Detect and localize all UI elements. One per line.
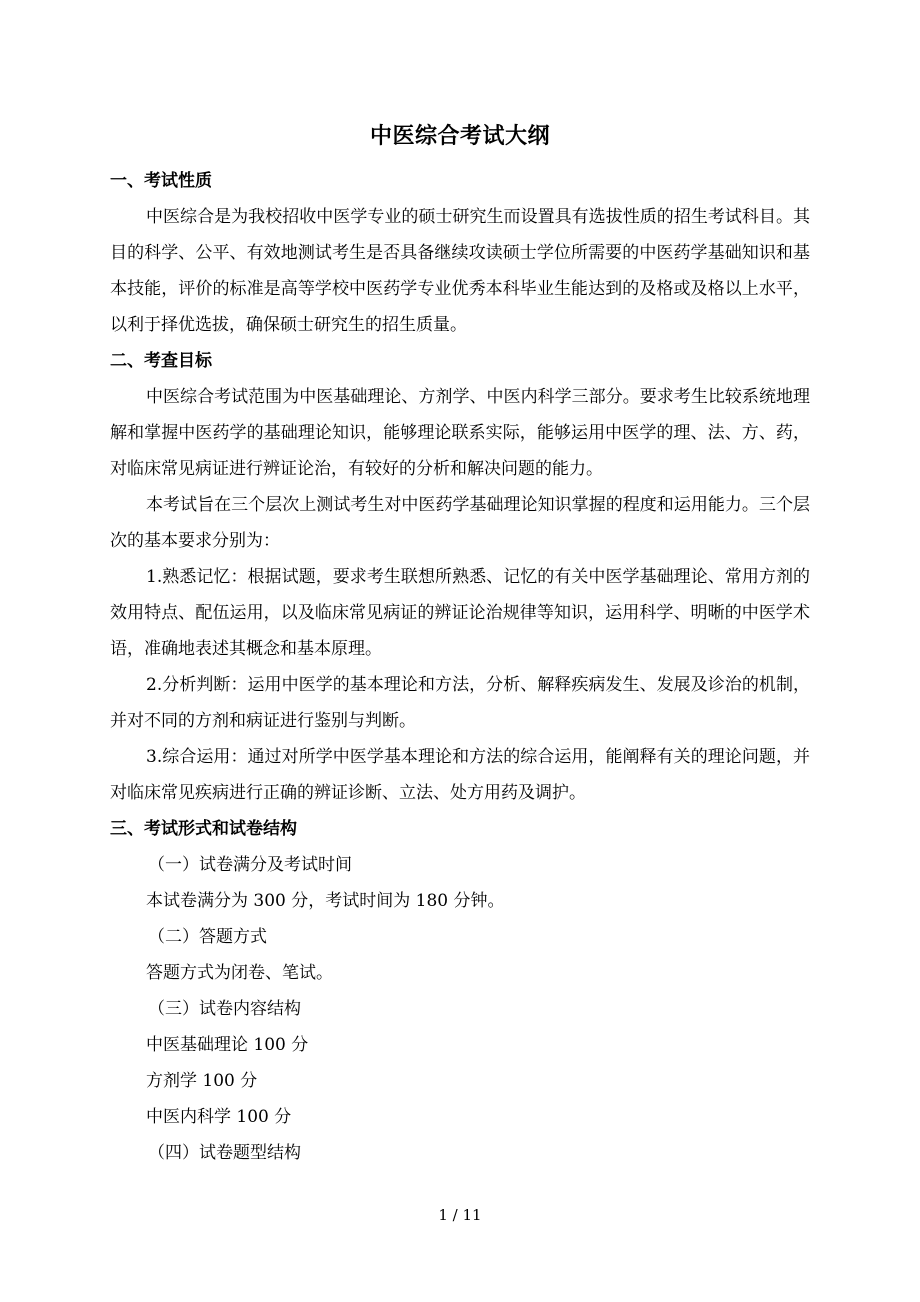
subheading-content-structure: （三）试卷内容结构	[148, 999, 301, 1019]
paragraph-exam-nature: 中医综合是为我校招收中医学专业的硕士研究生而设置具有选拔性质的招生考试科目。其目的科学、公平、有效地测试考生是否具备继续攻读硕士学位所需要的中医药学基础知识和基本技能，评价的标准是高等学校中医药学专业优秀本科毕业生能达到的及格或及格以上水平，以利于择优选拔，确保硕士研究生的招生质量。	[110, 207, 810, 335]
paragraph-level-memory: 1.熟悉记忆：根据试题，要求考生联想所熟悉、记忆的有关中医学基础理论、常用方剂的效用特点、配伍运用，以及临床常见病证的辨证论治规律等知识，运用科学、明晰的中医学术语，准确地表述其概念和基本原理。	[110, 567, 810, 659]
section-heading-exam-nature: 一、考试性质	[110, 171, 212, 191]
section-heading-exam-goals: 二、考查目标	[110, 351, 212, 371]
subheading-answer-method: （二）答题方式	[148, 927, 267, 947]
text-answer-method: 答题方式为闭卷、笔试。	[146, 963, 333, 983]
section-heading-exam-format: 三、考试形式和试卷结构	[110, 819, 297, 839]
text-content-formulas: 方剂学 100 分	[146, 1071, 258, 1091]
text-content-internal-medicine: 中医内科学 100 分	[146, 1107, 292, 1127]
text-score-time: 本试卷满分为 300 分，考试时间为 180 分钟。	[146, 891, 505, 911]
page-title: 中医综合考试大纲	[369, 123, 550, 149]
paragraph-level-analysis: 2.分析判断：运用中医学的基本理论和方法，分析、解释疾病发生、发展及诊治的机制，并对不同的方剂和病证进行鉴别与判断。	[110, 675, 810, 731]
page-number: 1 / 11	[438, 1206, 482, 1224]
paragraph-level-application: 3.综合运用：通过对所学中医学基本理论和方法的综合运用，能阐释有关的理论问题，并对临床常见疾病进行正确的辨证诊断、立法、处方用药及调护。	[110, 747, 810, 803]
paragraph-exam-scope: 中医综合考试范围为中医基础理论、方剂学、中医内科学三部分。要求考生比较系统地理解和掌握中医药学的基础理论知识，能够理论联系实际，能够运用中医学的理、法、方、药，对临床常见病证进行辨证论治，有较好的分析和解决问题的能力。	[110, 387, 810, 479]
document-body	[110, 163, 810, 1171]
text-content-basic-theory: 中医基础理论 100 分	[146, 1035, 309, 1055]
subheading-question-types: （四）试卷题型结构	[148, 1143, 301, 1163]
paragraph-three-levels: 本考试旨在三个层次上测试考生对中医药学基础理论知识掌握的程度和运用能力。三个层次的基本要求分别为：	[110, 495, 810, 551]
subheading-score-time: （一）试卷满分及考试时间	[148, 855, 352, 875]
